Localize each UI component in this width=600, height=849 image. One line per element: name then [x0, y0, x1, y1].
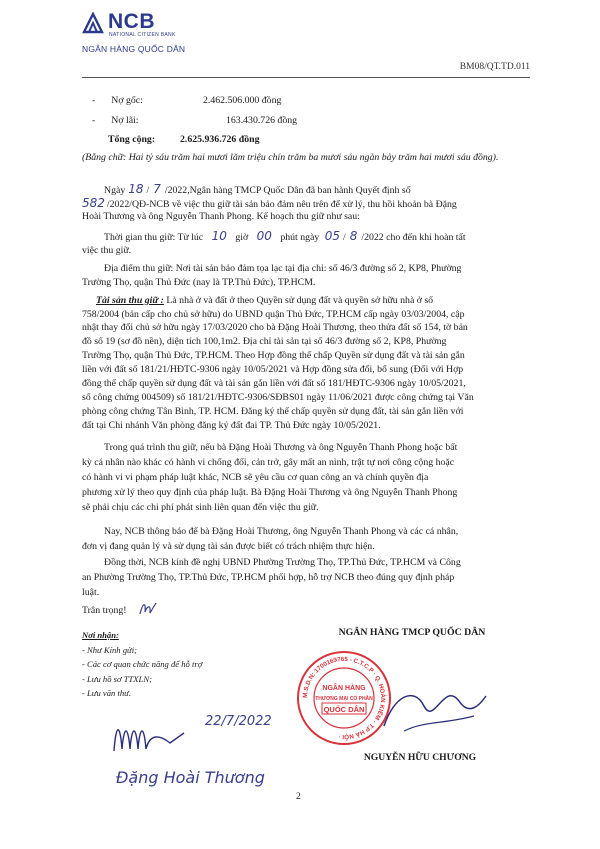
place-line-1: Địa điểm thu giữ: Nơi tài sản bảo đảm tọa lạc tại địa chỉ: số 46/3 đường số 2, KP8, Phường — [104, 263, 462, 274]
time-tail: /2022 cho đến khi hoàn tất — [361, 232, 466, 243]
date-month-handwritten: 8 — [349, 229, 358, 243]
process-line-5: sẽ phải chịu các chi phí phát sinh liên quan đến việc thu giữ. — [82, 502, 319, 513]
recipient-item: - Các cơ quan chức năng để hỗ trợ — [82, 659, 203, 669]
stamp-line-3: QUỐC DÂN — [323, 705, 365, 714]
regards-text: Trân trọng! — [82, 605, 127, 616]
decision-line-1: Ngày 18 / 7 /2022,Ngân hàng TMCP Quốc Dân đã ban hành Quyết định số — [104, 182, 411, 196]
logo-subtitle: NATIONAL CITIZEN BANK — [109, 32, 176, 38]
stamp-ring-text: M.S.D.N: 1700169765 - C.T.C.P · Q. HOÀN KIẾM - T.P HÀ NỘI · — [301, 655, 387, 741]
notice-line-4: an Phường Trường Thọ, TP.Thủ Đức, TP.HCM phối hợp, hỗ trợ NCB theo đúng quy định pháp — [82, 572, 455, 583]
decision-text-1: /2022,Ngân hàng TMCP Quốc Dân đã ban hành Quyết định số — [164, 185, 411, 196]
minute-handwritten: 00 — [256, 229, 272, 243]
asset-line-9: phòng công chứng Tân Bình, TP. HCM. Đăng ký thế chấp quyền sử dụng đất, tài sản gắn liền với — [82, 406, 464, 417]
notice-line-3: Đồng thời, NCB kính đề nghị UBND Phường Trường Thọ, TP.Thủ Đức, TP.HCM và Công — [104, 557, 461, 568]
asset-line-10: đất tại Chi nhánh Văn phòng đăng ký đất đai TP. Thủ Đức ngày 10/05/2021. — [82, 420, 381, 431]
asset-line-5: Trường Thọ, quận Thủ Đức, TP.HCM. Theo Hợp đồng thế chấp Quyền sử dụng đất và tài sản gắn — [82, 350, 465, 361]
process-line-4: phương xử lý theo quy định của pháp luật. Bà Đặng Hoài Thương và ông Nguyễn Thanh Phong — [82, 487, 458, 498]
notice-line-5: luật. — [82, 587, 100, 598]
logo-name: NCB — [108, 10, 155, 33]
notice-line-2: đơn vị đang quản lý và sử dụng tài sản được biết có trách nhiệm thực hiện. — [82, 541, 375, 552]
bank-logo — [82, 10, 212, 60]
asset-line-2: 758/2004 (bản cấp cho chủ sở hữu) do UBND quận Thủ Đức, TP.HCM cấp ngày 03/03/2004, cập — [82, 309, 465, 320]
time-line-2: việc thu giữ. — [82, 245, 132, 256]
header-divider — [82, 77, 530, 78]
recipient-item: - Lưu văn thư. — [82, 688, 131, 698]
interest-value: 163.430.726 đồng — [226, 115, 298, 126]
decision-line-3: Hoài Thương và ông Nguyễn Thanh Phong. Kế hoạch thu giữ như sau: — [82, 211, 360, 222]
form-code: BM08/QT.TD.011 — [459, 62, 530, 72]
month-handwritten: 7 — [153, 182, 161, 196]
notice-line-1: Nay, NCB thông báo để bà Đặng Hoài Thương, ông Nguyễn Thanh Phong và các cá nhân, — [104, 526, 459, 537]
page-number: 2 — [296, 792, 301, 802]
asset-label: Tài sản thu giữ : — [96, 295, 164, 306]
day-handwritten: 18 — [128, 182, 144, 196]
stamp-line-2: THƯƠNG MẠI CỔ PHẦN — [315, 696, 373, 702]
asset-line-3: nhật thay đổi chủ sở hữu ngày 17/03/2020 cho bà Đặng Hoài Thương, theo thửa đất số 154, tờ bản — [82, 322, 468, 333]
asset-line-1 — [96, 294, 534, 307]
handwritten-name: Đặng Hoài Thương — [116, 768, 265, 787]
asset-line-4: đồ số 19 (sơ đồ nền), diện tích 100,1m2. Địa chỉ tài sản tại số 46/3 đường số 2, KP8, Phường — [82, 336, 447, 347]
recipient-item: - Lưu hồ sơ TTXLN; — [82, 673, 152, 684]
total-label: Tổng cộng: — [108, 134, 156, 145]
recipients-title: Nơi nhận: — [82, 630, 119, 640]
date-day-handwritten: 05 — [324, 229, 340, 243]
amount-in-words: (Bằng chữ: Hai tỷ sáu trăm hai mươi lăm triệu chín trăm ba mươi sáu ngàn bảy trăm hai mươi sáu đồng). — [82, 152, 499, 163]
recipients-block — [82, 628, 202, 701]
process-line-2: kỳ cá nhân nào khác có hành vi chống đối, cản trở, gây mất an ninh, trật tự nơi công cộng hoặc — [82, 457, 455, 468]
logo-vn-name: NGÂN HÀNG QUỐC DÂN — [82, 44, 186, 54]
decision-number-handwritten: 582 — [82, 196, 105, 210]
time-line: Thời gian thu giữ: Từ lúc 10 giờ 00 phút ngày 05 / 8 /2022 cho đến khi hoàn tất — [104, 229, 466, 243]
principal-row: - Nợ gốc: — [92, 95, 143, 106]
hour-word: giờ — [235, 232, 249, 243]
place-line-2: Trường Thọ, quận Thủ Đức (nay là TP.Thủ Đức), TP.HCM. — [82, 277, 316, 288]
interest-row: - Nợ lãi: — [92, 115, 139, 126]
asset-line-6: liền với đất số 181/21/HĐTC-9306 ngày 10/05/2021 và Hợp đồng sửa đổi, bổ sung (Đối với Hợp — [82, 364, 464, 375]
handwritten-initials — [110, 713, 190, 757]
decision-text-2: /2022/QĐ-NCB về việc thu giữ tài sản bảo đảm nêu trên để xử lý, thu hồi khoản bà Đặng — [106, 199, 457, 210]
asset-text-1: Là nhà ở và đất ở theo Quyền sử dụng đất và quyền sở hữu nhà ở số — [166, 295, 434, 306]
ncb-logo-icon — [82, 12, 104, 34]
time-label: Thời gian thu giữ: Từ lúc — [104, 232, 204, 243]
initial-signature-icon — [138, 600, 158, 616]
hour-handwritten: 10 — [211, 229, 227, 243]
signer-name: NGUYỄN HỮU CHƯƠNG — [363, 752, 477, 763]
day-label: Ngày — [104, 185, 126, 196]
minute-word: phút ngày — [280, 232, 320, 243]
asset-line-8: số công chứng 004509) số 181/21/HĐTC-9306/SĐBS01 ngày 11/06/2021 được công chứng tại Văn — [82, 392, 474, 403]
recipient-item: - Như Kính gửi; — [82, 644, 137, 655]
handwritten-date: 22/7/2022 — [205, 714, 272, 729]
process-line-1: Trong quá trình thu giữ, nếu bà Đặng Hoài Thương và ông Nguyễn Thanh Phong hoặc bất — [104, 442, 458, 453]
principal-value: 2.462.506.000 đồng — [203, 95, 282, 106]
issuer-title: NGÂN HÀNG TMCP QUỐC DÂN — [338, 627, 486, 638]
stamp-line-1: NGÂN HÀNG — [322, 685, 366, 692]
total-value: 2.625.936.726 đồng — [180, 134, 260, 145]
asset-line-7: đồng thế chấp quyền sử dụng đất và tài sản gắn liền với đất số 181/HĐTC-9306 ngày 10/05/2021, — [82, 378, 466, 389]
director-signature — [374, 676, 494, 746]
principal-label: Nợ gốc: — [111, 95, 143, 106]
process-line-3: có hành vi vi phạm pháp luật khác, NCB sẽ yêu cầu cơ quan công an và chính quyền địa — [82, 472, 429, 483]
interest-label: Nợ lãi: — [111, 115, 139, 126]
